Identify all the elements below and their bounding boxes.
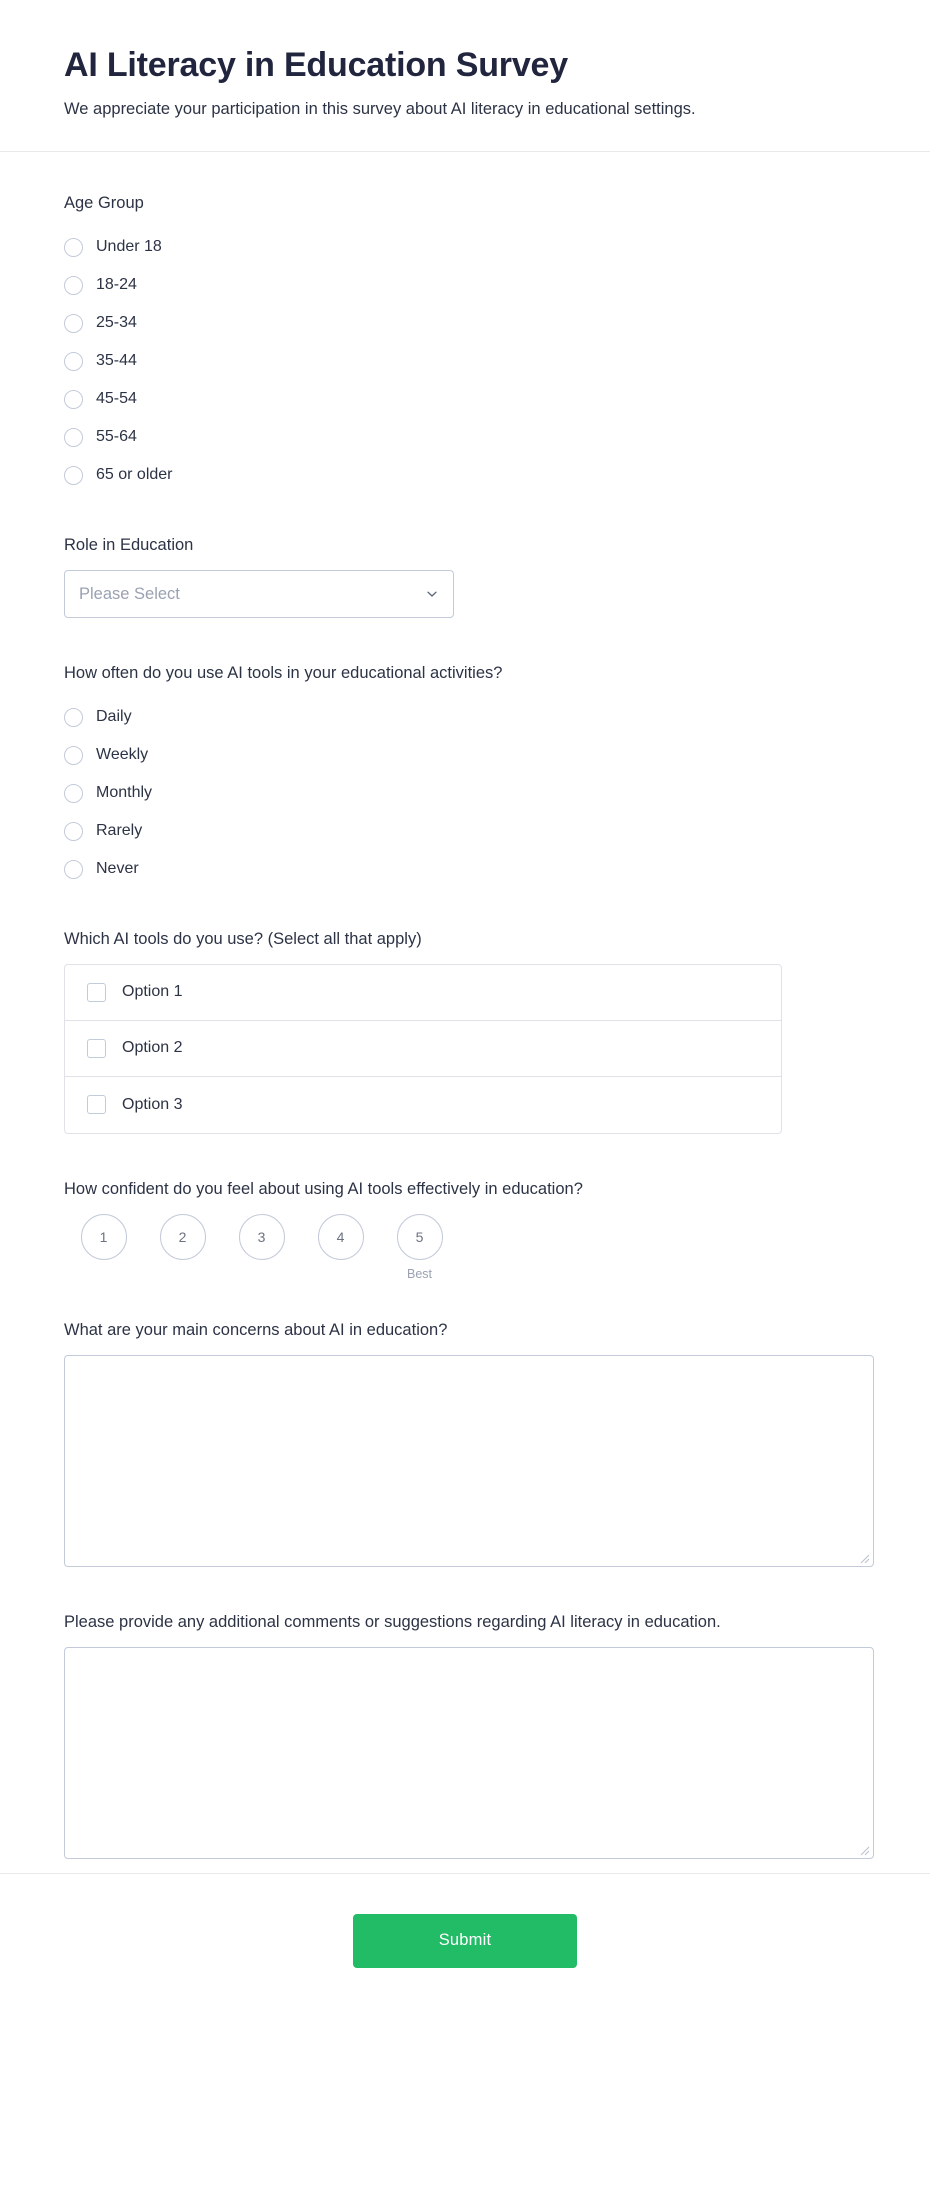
submit-button[interactable]: Submit bbox=[353, 1914, 577, 1968]
radio-circle-icon[interactable] bbox=[64, 860, 83, 879]
radio-option-55-64[interactable] bbox=[64, 418, 866, 456]
scale-circle[interactable]: 1 bbox=[81, 1214, 127, 1260]
radio-circle-icon[interactable] bbox=[64, 822, 83, 841]
question-which-ai-tools bbox=[64, 928, 866, 1134]
page-title: AI Literacy in Education Survey bbox=[64, 46, 568, 84]
question-label-concerns: What are your main concerns about AI in education? bbox=[64, 1320, 448, 1339]
radio-label: Rarely bbox=[96, 822, 143, 840]
question-label-tools: Which AI tools do you use? (Select all that apply) bbox=[64, 930, 422, 949]
checkbox-icon[interactable] bbox=[87, 1095, 106, 1114]
question-role-in-education bbox=[64, 534, 866, 618]
radio-circle-icon[interactable] bbox=[64, 708, 83, 727]
radio-circle-icon[interactable] bbox=[64, 746, 83, 765]
checkbox-label: Option 2 bbox=[122, 1039, 183, 1057]
radio-label: 45-54 bbox=[96, 390, 137, 408]
radio-circle-icon[interactable] bbox=[64, 276, 83, 295]
scale-circle[interactable]: 3 bbox=[239, 1214, 285, 1260]
chevron-down-icon bbox=[425, 587, 439, 601]
scale-item-3[interactable] bbox=[222, 1214, 301, 1283]
role-select-placeholder: Please Select bbox=[79, 584, 180, 603]
radio-option-45-54[interactable] bbox=[64, 380, 866, 418]
scale-item-4[interactable] bbox=[301, 1214, 380, 1283]
question-age-group bbox=[64, 192, 866, 494]
radio-label: Never bbox=[96, 860, 139, 878]
radio-label: Monthly bbox=[96, 784, 153, 802]
question-label-age-group: Age Group bbox=[64, 194, 144, 213]
radio-circle-icon[interactable] bbox=[64, 238, 83, 257]
radio-group-frequency bbox=[64, 698, 866, 888]
scale-circle[interactable]: 4 bbox=[318, 1214, 364, 1260]
checkbox-icon[interactable] bbox=[87, 983, 106, 1002]
radio-option-25-34[interactable] bbox=[64, 304, 866, 342]
scale-item-5[interactable] bbox=[380, 1214, 459, 1283]
checkbox-label: Option 1 bbox=[122, 983, 183, 1001]
role-select[interactable] bbox=[64, 570, 454, 618]
radio-label: Daily bbox=[96, 708, 132, 726]
question-label-role: Role in Education bbox=[64, 536, 194, 555]
scale-item-1[interactable] bbox=[64, 1214, 143, 1283]
scale-group-confidence bbox=[64, 1214, 866, 1283]
question-additional-comments bbox=[64, 1611, 866, 1859]
comments-textarea[interactable] bbox=[64, 1647, 874, 1859]
radio-option-18-24[interactable] bbox=[64, 266, 866, 304]
resize-handle-icon[interactable] bbox=[858, 1843, 870, 1855]
radio-label: 18-24 bbox=[96, 276, 137, 294]
radio-label: Weekly bbox=[96, 746, 149, 764]
radio-option-never[interactable] bbox=[64, 850, 866, 888]
form-header bbox=[0, 0, 930, 152]
radio-label: 25-34 bbox=[96, 314, 137, 332]
radio-option-daily[interactable] bbox=[64, 698, 866, 736]
checkbox-group-tools bbox=[64, 964, 782, 1134]
radio-option-65-or-older[interactable] bbox=[64, 456, 866, 494]
radio-label: 55-64 bbox=[96, 428, 137, 446]
checkbox-option-2[interactable] bbox=[65, 1021, 781, 1077]
question-label-confidence: How confident do you feel about using AI tools effectively in education? bbox=[64, 1179, 583, 1198]
radio-option-monthly[interactable] bbox=[64, 774, 866, 812]
form-body bbox=[0, 152, 930, 1858]
scale-item-2[interactable] bbox=[143, 1214, 222, 1283]
question-label-comments: Please provide any additional comments or suggestions regarding AI literacy in education. bbox=[64, 1612, 721, 1631]
scale-circle[interactable]: 2 bbox=[160, 1214, 206, 1260]
scale-circle[interactable]: 5 bbox=[397, 1214, 443, 1260]
checkbox-option-3[interactable] bbox=[65, 1077, 781, 1133]
question-main-concerns bbox=[64, 1319, 866, 1567]
question-confidence-scale bbox=[64, 1178, 866, 1283]
radio-circle-icon[interactable] bbox=[64, 428, 83, 447]
radio-circle-icon[interactable] bbox=[64, 352, 83, 371]
checkbox-label: Option 3 bbox=[122, 1095, 183, 1113]
radio-circle-icon[interactable] bbox=[64, 784, 83, 803]
question-label-frequency: How often do you use AI tools in your educational activities? bbox=[64, 664, 503, 683]
radio-option-under-18[interactable] bbox=[64, 228, 866, 266]
radio-group-age-group bbox=[64, 228, 866, 494]
scale-caption-best: Best bbox=[406, 1266, 432, 1281]
checkbox-option-1[interactable] bbox=[65, 965, 781, 1021]
checkbox-icon[interactable] bbox=[87, 1039, 106, 1058]
radio-circle-icon[interactable] bbox=[64, 390, 83, 409]
radio-circle-icon[interactable] bbox=[64, 466, 83, 485]
form-footer bbox=[0, 1873, 930, 2020]
form-subtitle: We appreciate your participation in this survey about AI literacy in educational settings. bbox=[64, 99, 696, 118]
radio-option-weekly[interactable] bbox=[64, 736, 866, 774]
concerns-textarea[interactable] bbox=[64, 1355, 874, 1567]
radio-option-35-44[interactable] bbox=[64, 342, 866, 380]
question-ai-tool-frequency bbox=[64, 662, 866, 888]
resize-handle-icon[interactable] bbox=[858, 1551, 870, 1563]
radio-option-rarely[interactable] bbox=[64, 812, 866, 850]
radio-circle-icon[interactable] bbox=[64, 314, 83, 333]
radio-label: 35-44 bbox=[96, 352, 137, 370]
radio-label: Under 18 bbox=[96, 238, 162, 256]
radio-label: 65 or older bbox=[96, 466, 173, 484]
